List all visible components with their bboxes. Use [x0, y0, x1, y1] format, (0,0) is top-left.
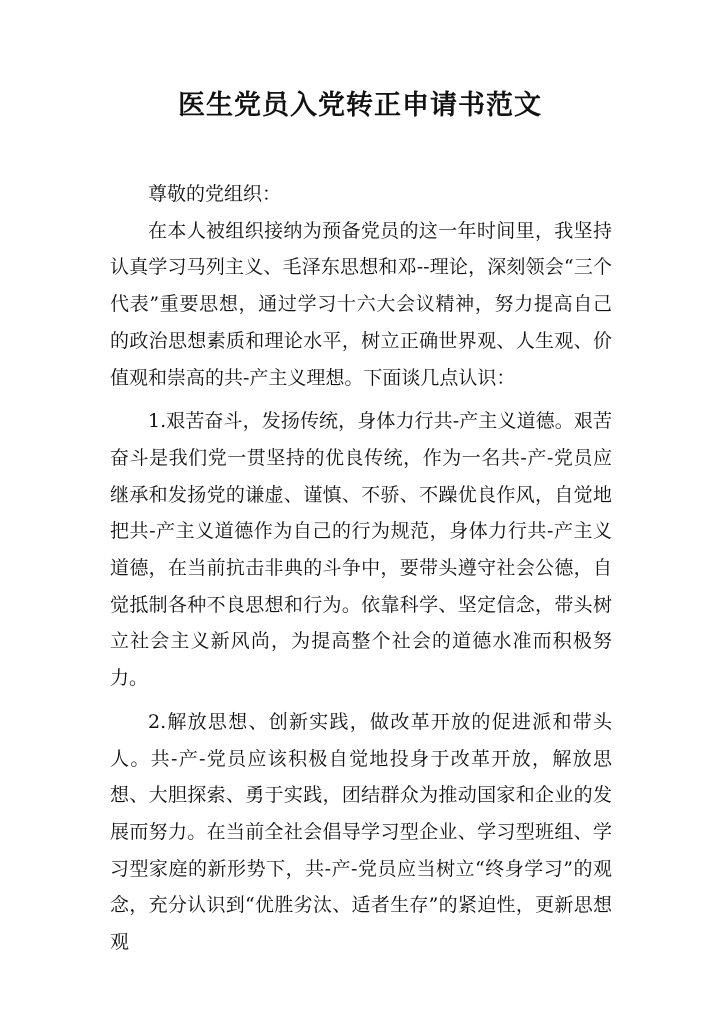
salutation: 尊敬的党组织： [148, 183, 282, 205]
document-title: 医生党员入党转正申请书范文 [178, 90, 542, 121]
paragraph-point-2: 2.解放思想、创新实践，做改革开放的促进派和带头人。共-产-党员应该积极自觉地投身于改革开放，解放思想、大胆探索、勇于实践，团结群众为推动国家和企业的发展而努力。在当前全社会倡导学习型企业、学习型班组、学习型家庭的新形势下，共-产-党员应当树立“终身学习”的观念，充分认识到“优胜劣汰、适者生存”的紧迫性，更新思想观 [110, 710, 612, 954]
document-body [110, 176, 612, 961]
paragraph-intro: 在本人被组织接纳为预备党员的这一年时间里，我坚持认真学习马列主义、毛泽东思想和邓--理论，深刻领会“三个代表”重要思想，通过学习十六大会议精神，努力提高自己的政治思想素质和理论水平，树立正确世界观、人生观、价值观和崇高的共-产主义理想。下面谈几点认识： [110, 219, 612, 389]
paragraph-point-1: 1.艰苦奋斗，发扬传统，身体力行共-产主义道德。艰苦奋斗是我们党一贯坚持的优良传统，作为一名共-产-党员应继承和发扬党的谦虚、谨慎、不骄、不躁优良作风，自觉地把共-产主义道德作为自己的行为规范，身体力行共-产主义道德，在当前抗击非典的斗争中，要带头遵守社会公德，自觉抵制各种不良思想和行为。依靠科学、坚定信念，带头树立社会主义新风尚，为提高整个社会的道德水准而积极努力。 [110, 410, 612, 690]
